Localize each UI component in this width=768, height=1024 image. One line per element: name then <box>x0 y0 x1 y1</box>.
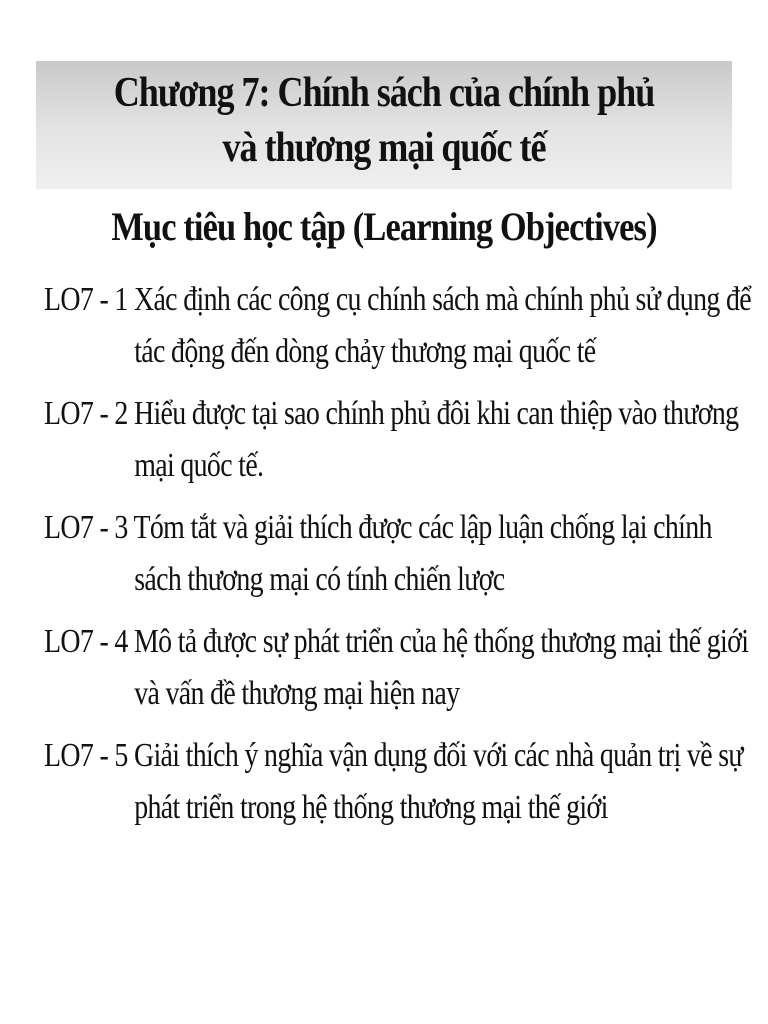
slide-title-line-1: Chương 7: Chính sách của chính phủ <box>113 70 655 116</box>
learning-objective-1 <box>44 274 751 388</box>
slide-title <box>85 66 684 176</box>
learning-objective-5 <box>44 730 743 844</box>
objective-text-line-1: LO7 - 5 Giải thích ý nghĩa vận dụng đối với các nhà quản trị về sự <box>44 737 743 774</box>
slide-subtitle: Mục tiêu học tập (Learning Objectives) <box>111 204 657 249</box>
objective-text-line-1: LO7 - 1 Xác định các công cụ chính sách mà chính phủ sử dụng để <box>44 281 751 318</box>
learning-objective-2 <box>44 388 739 502</box>
objective-text-line-2: tác động đến dòng chảy thương mại quốc tế <box>134 333 596 370</box>
slide-title-line-2: và thương mại quốc tế <box>222 125 546 171</box>
learning-objective-4 <box>44 616 749 730</box>
learning-objectives-list <box>44 274 764 844</box>
objective-text-line-2: sách thương mại có tính chiến lược <box>134 561 505 598</box>
learning-objective-3 <box>44 502 712 616</box>
objective-text-line-2: và vấn đề thương mại hiện nay <box>134 675 460 712</box>
objective-text-line-1: LO7 - 4 Mô tả được sự phát triển của hệ thống thương mại thế giới <box>44 623 749 660</box>
objective-text-line-1: LO7 - 2 Hiểu được tại sao chính phủ đôi khi can thiệp vào thương <box>44 395 739 432</box>
objective-text-line-2: phát triển trong hệ thống thương mại thế giới <box>134 789 608 826</box>
objective-text-line-2: mại quốc tế. <box>134 447 264 484</box>
objective-text-line-1: LO7 - 3 Tóm tắt và giải thích được các lập luận chống lại chính <box>44 509 712 546</box>
